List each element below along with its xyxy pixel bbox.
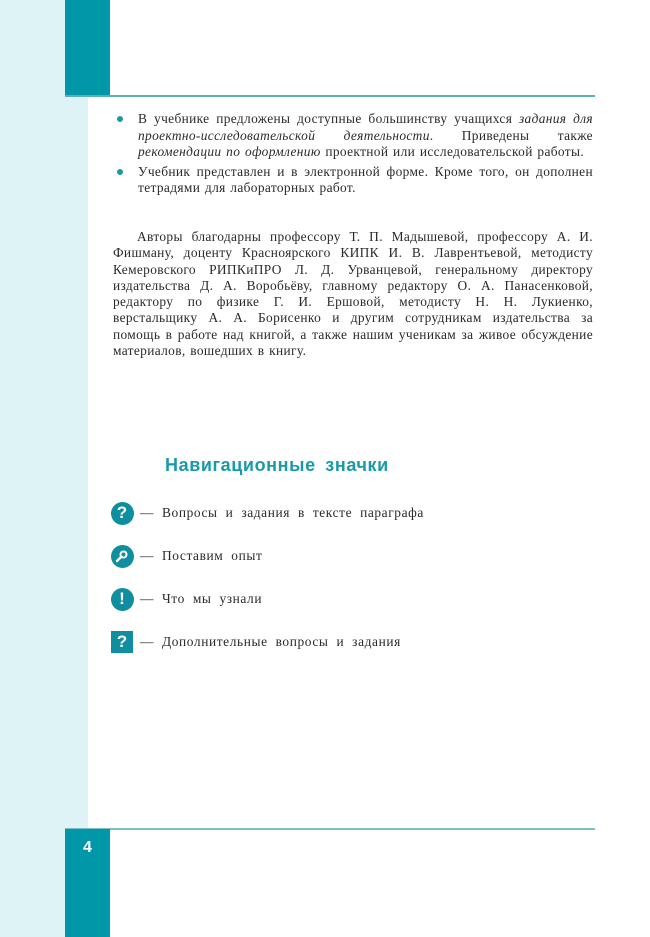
page-number: 4	[83, 839, 92, 856]
header-area	[110, 0, 595, 95]
magnifier-glyph	[114, 548, 130, 564]
acknowledgement-paragraph: Авторы благодарны профессору Т. П. Мадышевой, профессору А. И. Фишману, доценту Красноярского КИПК И. В. Лаврентьевой, методисту Кемеровского РИПКиПРО Л. Д. Урванцевой, генеральному директору издательства Д. А. Воробьёву, главному редактору О. А. Панасенковой, редактору по физике Г. И. Ершовой, методисту Н. Н. Лукиенко, верстальщику А. А. Борисенко и другим сотрудникам издательства за помощь в работе над книгой, а также нашим ученикам за живое обсуждение материалов, вошедших в книгу.	[113, 229, 593, 359]
header-rule	[65, 95, 595, 97]
legend-label: Что мы узнали	[162, 591, 263, 606]
feature-text: Учебник представлен и в электронной форме. Кроме того, он дополнен тетрадями для лабораторных работ.	[138, 163, 593, 195]
left-margin-strip	[0, 0, 88, 937]
question-circle-icon: ?	[110, 501, 134, 525]
feature-item	[113, 164, 593, 197]
exclamation-circle-icon: !	[110, 587, 134, 611]
legend-label: Поставим опыт	[162, 548, 263, 563]
bullet-icon	[117, 169, 123, 175]
question-square-icon: ?	[110, 630, 134, 654]
legend-item-summary: ! — Что мы узнали	[110, 587, 424, 630]
feature-item	[113, 111, 593, 161]
navigation-icons-heading: Навигационные значки	[165, 455, 389, 475]
navigation-legend	[110, 501, 424, 673]
footer-accent-block	[65, 829, 110, 937]
legend-item-experiment: — Поставим опыт	[110, 544, 424, 587]
legend-item-questions: ? — Вопросы и задания в тексте параграфа	[110, 501, 424, 544]
bullet-icon	[117, 116, 123, 122]
legend-label: Вопросы и задания в тексте параграфа	[162, 505, 424, 520]
legend-label: Дополнительные вопросы и задания	[162, 634, 401, 649]
footer-rule	[65, 828, 595, 830]
feature-text: В учебнике предложены доступные большинству учащихся задания для проектно-исследовательской деятельности. Приведены также рекомендации по оформлению проектной или исследовательской работы.	[138, 111, 593, 159]
magnifier-circle-icon	[110, 544, 134, 568]
legend-item-extra-questions: ? — Дополнительные вопросы и задания	[110, 630, 424, 673]
header-accent-block	[65, 0, 110, 96]
feature-list	[113, 111, 593, 200]
